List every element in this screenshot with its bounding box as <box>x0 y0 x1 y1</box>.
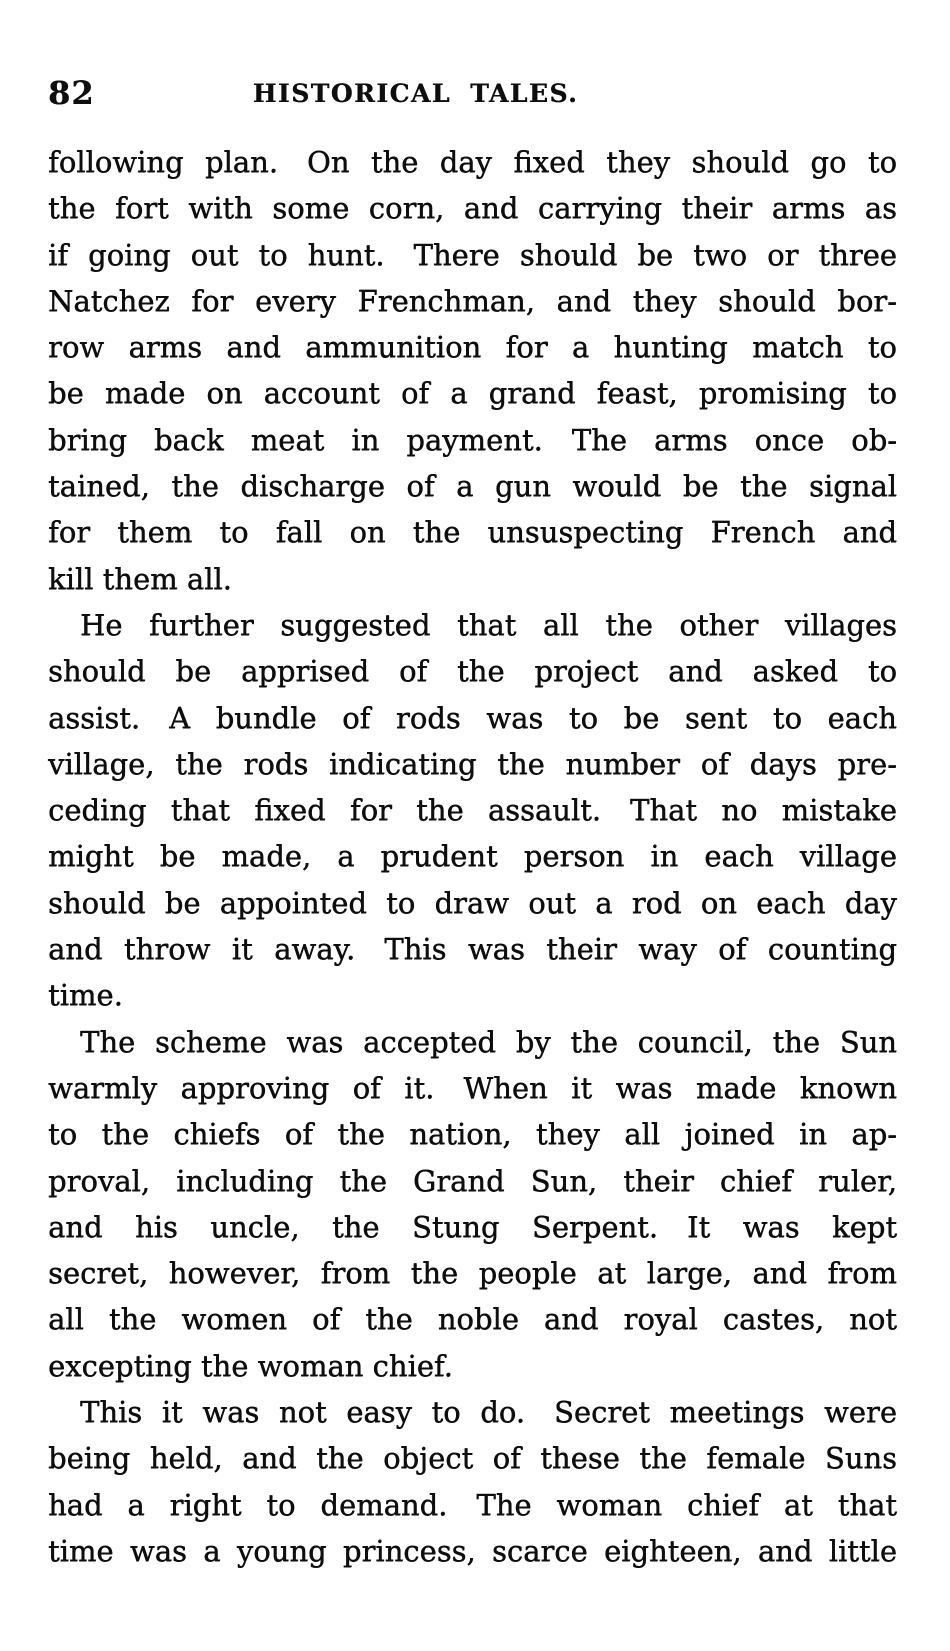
text-line: might be made, a prudent person in each village <box>48 839 897 874</box>
text-line: tained, the discharge of a gun would be the signal <box>48 469 897 504</box>
text-line: the fort with some corn, and carrying their arms as <box>48 191 897 226</box>
text-line: had a right to demand. The woman chief at that <box>48 1487 897 1522</box>
text-line: excepting the woman chief. <box>48 1348 453 1383</box>
text-line: secret, however, from the people at large, and from <box>48 1256 897 1291</box>
running-title: HISTORICAL TALES. <box>252 79 579 108</box>
text-line: ceding that fixed for the assault. That no mistake <box>48 793 897 828</box>
text-line: time. <box>48 978 123 1013</box>
page-header <box>48 74 897 112</box>
text-line: should be appointed to draw out a rod on each day <box>48 885 897 920</box>
text-line: proval, including the Grand Sun, their chief ruler, <box>48 1163 897 1198</box>
text-line: to the chiefs of the nation, they all joined in ap- <box>48 1117 897 1152</box>
text-line: village, the rods indicating the number of days pre- <box>48 746 897 781</box>
text-line: assist. A bundle of rods was to be sent to each <box>48 700 897 735</box>
text-line: Natchez for every Frenchman, and they should bor- <box>48 283 897 318</box>
text-line: and throw it away. This was their way of counting <box>48 932 897 967</box>
text-line: time was a young princess, scarce eighteen, and little <box>48 1533 897 1568</box>
body-text <box>48 139 897 1574</box>
text-line: The scheme was accepted by the council, the Sun <box>80 1024 897 1059</box>
text-line: be made on account of a grand feast, promising to <box>48 376 897 411</box>
text-line: if going out to hunt. There should be two or three <box>48 237 897 272</box>
page-number: 82 <box>48 74 95 112</box>
text-line: kill them all. <box>48 561 232 596</box>
text-line: warmly approving of it. When it was made known <box>48 1070 897 1105</box>
text-line: bring back meat in payment. The arms once ob- <box>48 422 897 457</box>
text-line: row arms and ammunition for a hunting match to <box>48 330 897 365</box>
text-line: following plan. On the day fixed they should go to <box>48 145 897 179</box>
text-line: and his uncle, the Stung Serpent. It was kept <box>48 1209 897 1244</box>
text-line: all the women of the noble and royal castes, not <box>48 1302 897 1337</box>
text-line: He further suggested that all the other villages <box>80 607 897 642</box>
text-line: for them to fall on the unsuspecting French and <box>48 515 897 550</box>
text-line: should be apprised of the project and asked to <box>48 654 897 689</box>
text-line: being held, and the object of these the female Suns <box>48 1441 897 1476</box>
text-line: This it was not easy to do. Secret meetings were <box>80 1395 897 1430</box>
